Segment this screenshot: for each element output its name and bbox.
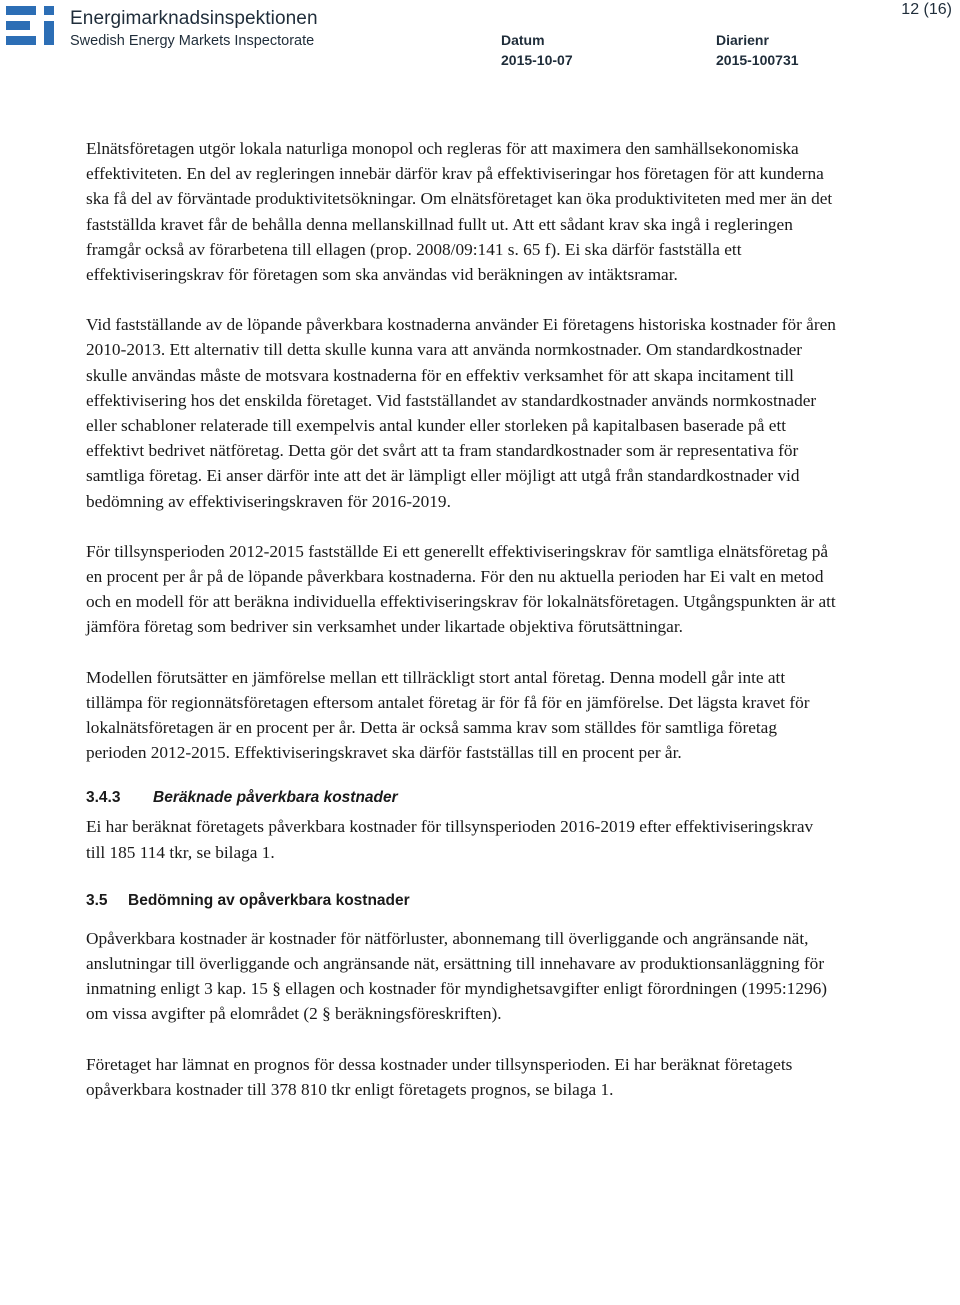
paragraph: Företaget har lämnat en prognos för dessa kostnader under tillsynsperioden. Ei har beräknat företagets opåverkbara kostnader till 378 810 tkr enligt företagets prognos, se bilaga 1. bbox=[86, 1054, 793, 1099]
section-title: Beräknade påverkbara kostnader bbox=[153, 789, 398, 807]
registration-number-label: Diarienr bbox=[716, 32, 769, 48]
section-number: 3.4.3 bbox=[86, 789, 121, 807]
paragraph: Modellen förutsätter en jämförelse mellan ett tillräckligt stort antal företag. Denna modell går inte att tillämpa för regionnätsföretagen eftersom antalet företag är för få för en jämförelse. Det lägsta kravet för lokalnätsföretagen är en procent per år. Detta är också samma krav som ställdes för samtliga företag perioden 2012-2015. Effektiviseringskravet ska därför fastställas till en procent per år. bbox=[86, 667, 810, 763]
paragraph: Elnätsföretagen utgör lokala naturliga monopol och regleras för att maximera den samhällsekonomiska effektiviteten. En del av regleringen innebär därför krav på effektiviseringar hos företagen för att kunderna ska få del av förväntade produktivitetsökningar. Om elnätsföretaget kan öka produktiviteten med mer än det fastställda kravet får de behålla denna mellanskillnad fullt ut. Att ett sådant krav ska ingå i regleringen framgår också av förarbetena till ellagen (prop. 2008/09:141 s. 65 f). Ei ska därför fastställa ett effektiviseringskrav för företagen som ska användas vid beräkningen av intäktsramar. bbox=[86, 139, 833, 285]
page-header bbox=[0, 0, 960, 80]
paragraph: Vid fastställande av de löpande påverkbara kostnaderna använder Ei företagens historiska kostnader för åren 2010-2013. Ett alternativ till detta skulle kunna vara att använda normkostnader. Om standardkostnader skulle användas måste de motsvara kostnaderna för en effektiv verksamhet för att skapa incitament till effektivisering hos det enskilda företaget. Vid fastställandet av standardkostnader används normkostnader eller schabloner relaterade till exempelvis antal kunder eller storleken på kapitalbasen baserade på ett effektivt bedrivet nätföretag. Detta gör det svårt att ta fram standardkostnader som är representativa för samtliga företag. Ei anser därför inte att det är lämpligt eller möjligt att utgå från standardkostnader vid bedömning av effektiviseringskraven för 2016-2019. bbox=[86, 315, 836, 511]
section-number: 3.5 bbox=[86, 891, 108, 909]
organization-name: Energimarknadsinspektionen bbox=[70, 8, 318, 29]
paragraph: För tillsynsperioden 2012-2015 fastställde Ei ett generellt effektiviseringskrav för samtliga elnätsföretag på en procent per år på de löpande påverkbara kostnaderna. För den nu aktuella perioden har Ei valt en metod och en modell för att beräkna individuella effektiviseringskrav för lokalnätsföretagen. Utgångspunkten är att jämföra företag som bedriver sin verksamhet under likartade objektiva förutsättningar. bbox=[86, 541, 836, 637]
paragraph: Opåverkbara kostnader är kostnader för nätförluster, abonnemang till överliggande och angränsande nät, anslutningar till överliggande och angränsande nät, ersättning till innehavare av produktionsanläggning för inmatning enligt 3 kap. 15 § ellagen och kostnader för myndighetsavgifter enligt förordningen (1995:1296) om vissa avgifter på elområdet (2 § beräkningsföreskriften). bbox=[86, 928, 828, 1024]
registration-number-block bbox=[716, 30, 799, 70]
date-block bbox=[501, 30, 573, 70]
section-title: Bedömning av opåverkbara kostnader bbox=[128, 891, 410, 909]
document-body bbox=[86, 136, 836, 1127]
ei-logo-icon bbox=[6, 2, 62, 50]
section-heading-3-5 bbox=[86, 890, 836, 912]
date-value: 2015-10-07 bbox=[501, 52, 573, 68]
date-label: Datum bbox=[501, 32, 545, 48]
page-number: 12 (16) bbox=[901, 1, 952, 18]
organization-subtitle: Swedish Energy Markets Inspectorate bbox=[70, 33, 315, 49]
section-heading-3-4-3 bbox=[86, 787, 836, 809]
registration-number-value: 2015-100731 bbox=[716, 52, 799, 68]
paragraph: Ei har beräknat företagets påverkbara kostnader för tillsynsperioden 2016-2019 efter effektiviseringskrav till 185 114 tkr, se bilaga 1. bbox=[86, 817, 814, 862]
